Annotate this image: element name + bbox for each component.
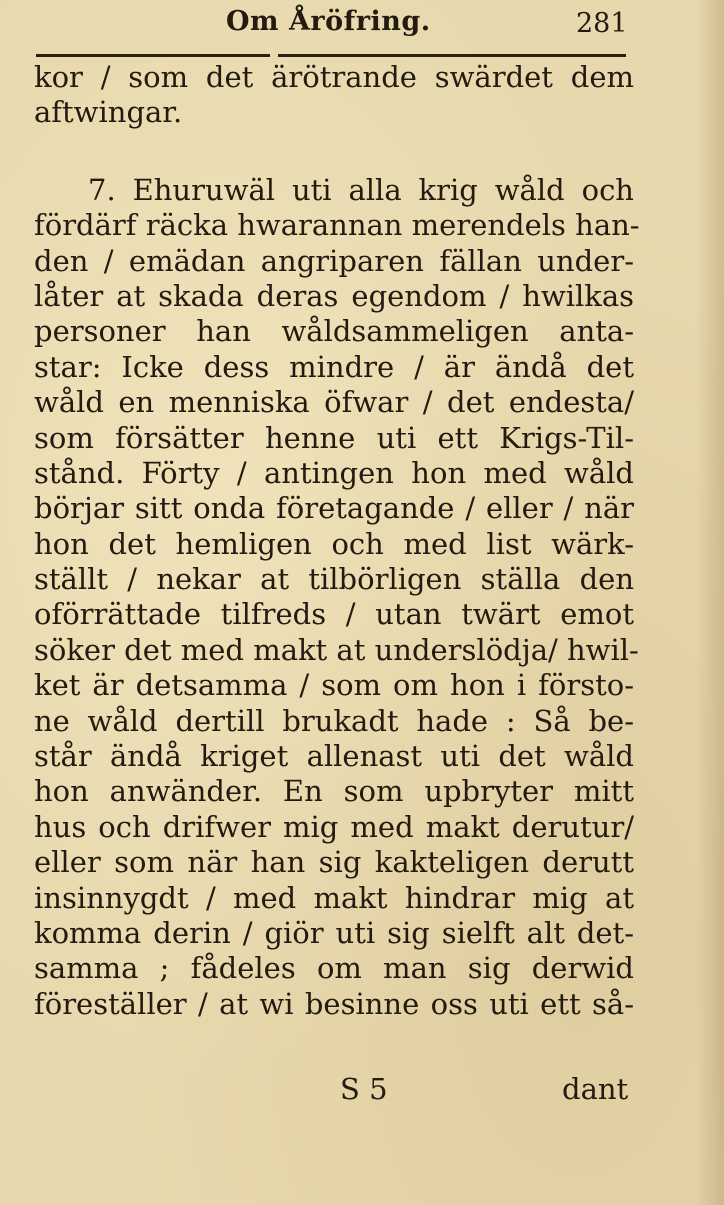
text-line: hus och drifwer mig med makt derutur/ — [34, 809, 634, 844]
text-line: eller som när han sig kakteligen derutt — [34, 845, 634, 880]
text-line: insinnygdt / med makt hindrar mig at — [34, 880, 634, 915]
text-line: oförrättade tilfreds / utan twärt emot — [34, 597, 634, 632]
signature-mark: S 5 — [340, 1072, 388, 1106]
text-line: star: Icke dess mindre / är ändå det — [34, 349, 634, 384]
running-head — [0, 4, 724, 44]
text-line: wåld en menniska öfwar / det endesta/ — [34, 385, 634, 420]
page-footer — [0, 1072, 724, 1112]
paragraph-gap — [34, 131, 634, 173]
text-line: låter at skada deras egendom / hwilkas — [34, 278, 634, 313]
text-line: söker det med makt at underslödja/ hwil- — [34, 632, 639, 667]
text-line: som försätter henne uti ett Krigs-Til- — [34, 420, 634, 455]
text-line: stånd. Förty / antingen hon med wåld — [34, 455, 634, 490]
text-line: aftwingar. — [34, 95, 183, 130]
text-line: komma derin / giör uti sig sielft alt det- — [34, 915, 634, 950]
text-line: ket är detsamma / som om hon i försto- — [34, 668, 634, 703]
body-text — [34, 60, 640, 1022]
text-line: kor / som det ärötrande swärdet dem — [34, 60, 634, 94]
paragraph — [34, 172, 640, 1022]
header-rule — [36, 54, 626, 57]
text-line: hon anwänder. En som upbryter mitt — [34, 774, 634, 809]
text-line: samma ; fådeles om man sig derwid — [34, 951, 634, 986]
text-line: den / emädan angriparen fällan under- — [34, 243, 634, 278]
text-line: står ändå kriget allenast uti det wåld — [34, 739, 634, 774]
paragraph — [34, 60, 634, 131]
text-line: personer han wåldsammeligen anta- — [34, 314, 634, 349]
text-line: fördärf räcka hwarannan merendels han- — [34, 208, 640, 243]
page-number: 281 — [576, 8, 628, 39]
text-line: föreställer / at wi besinne oss uti ett så- — [34, 986, 634, 1021]
running-title: Om Åröfring. — [226, 6, 431, 37]
text-line: hon det hemligen och med list wärk- — [34, 526, 634, 561]
catchword: dant — [562, 1072, 629, 1106]
text-line: ställt / nekar at tilbörligen ställa den — [34, 562, 634, 597]
text-line: börjar sitt onda företagande / eller / när — [34, 491, 634, 526]
text-line: 7. Ehuruwäl uti alla krig wåld och — [88, 172, 634, 207]
header-rule-gap — [270, 53, 278, 59]
text-line: ne wåld dertill brukadt hade : Så be- — [34, 703, 634, 738]
page-edge-shadow — [696, 0, 724, 1205]
